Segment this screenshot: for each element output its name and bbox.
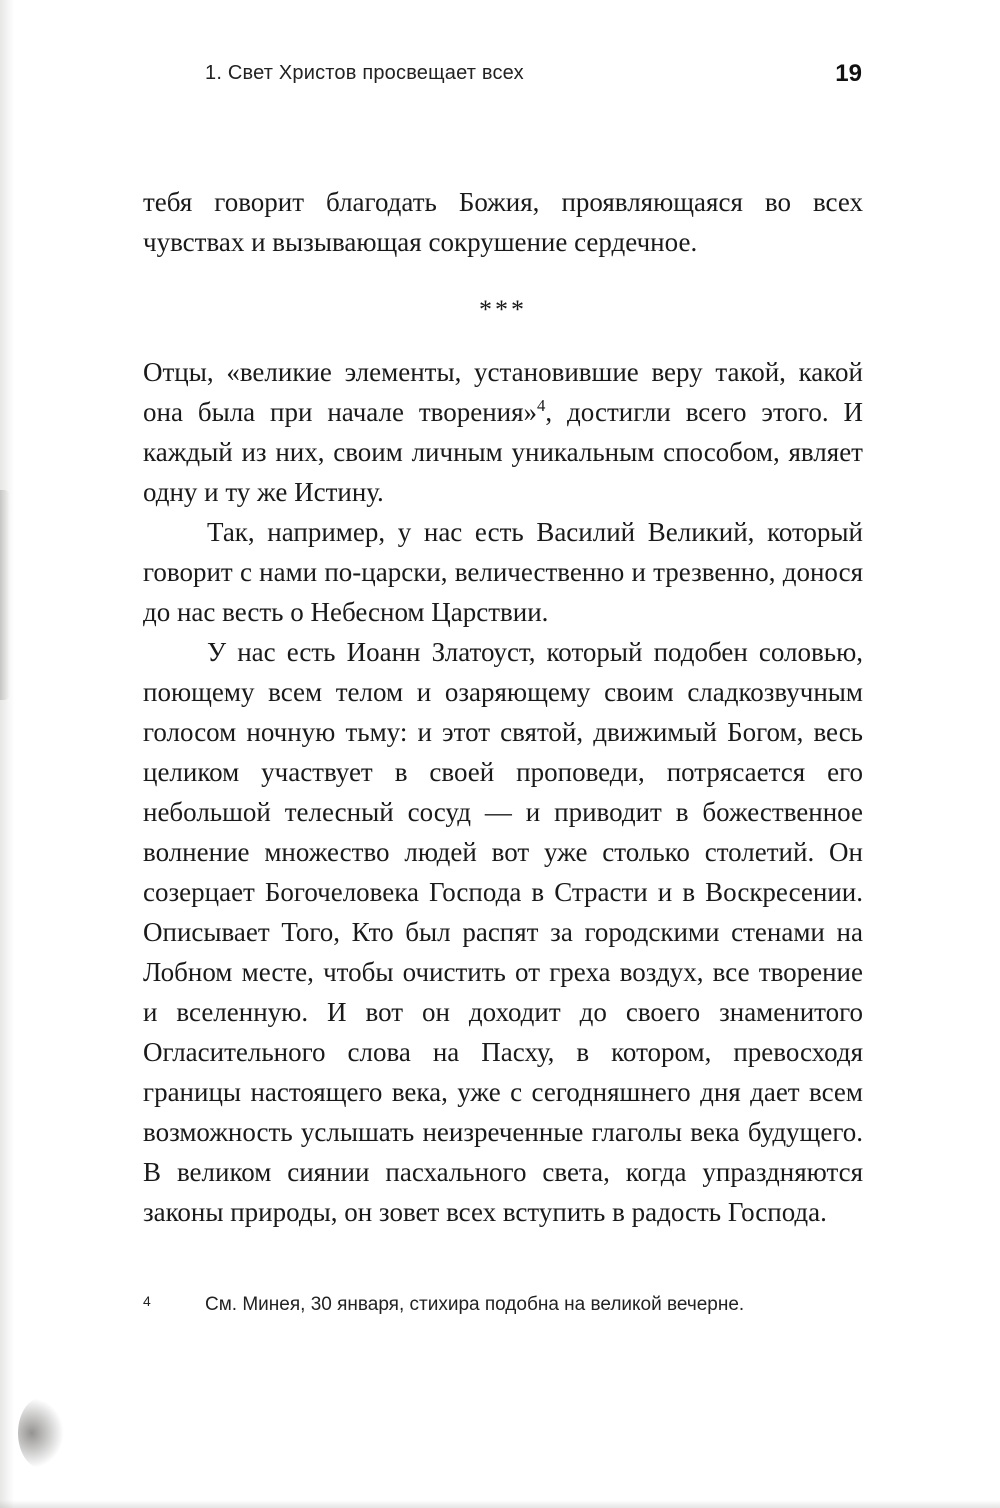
footnote-marker: 4 <box>143 1293 151 1309</box>
footnote <box>143 1292 863 1318</box>
paragraph-fathers-text-1: Отцы, «великие элементы, установившие веру такой, какой она была при начале творения» <box>143 357 863 427</box>
paragraph-fathers-text-2: , достигли всего этого. И каждый из них, своим личным уникальным способом, являет одну и ту же Истину. <box>143 397 863 507</box>
paragraph-basil: Так, например, у нас есть Василий Великий, который говорит с нами по-царски, величественно и трезвенно, донося до нас весть о Небесном Царствии. <box>143 517 863 627</box>
paragraph-continuation: тебя говорит благодать Божия, проявляющаяся во всех чувствах и вызывающая сокрушение сердечное. <box>143 187 863 257</box>
scan-artifact-bottom-smudge <box>18 1398 64 1468</box>
running-header <box>143 60 862 90</box>
page-number: 19 <box>835 60 862 87</box>
footnote-text: См. Минея, 30 января, стихира подобна на великой вечерне. <box>205 1294 745 1315</box>
scan-artifact-bottom-edge <box>0 1500 1000 1508</box>
scan-artifact-left-edge <box>0 0 14 1508</box>
running-header-title: 1. Свет Христов просвещает всех <box>205 62 524 84</box>
paragraph-chrysostom: У нас есть Иоанн Златоуст, который подобен соловью, поющему всем телом и озаряющему своим сладкозвучным голосом ночную тьму: и этот святой, движимый Богом, весь целиком участвует в своей проповеди, потрясается его небольшой телесный сосуд — и приводит в божественное волнение множество людей вот уже столько столетий. Он созерцает Богочеловека Господа в Страсти и в Воскресении. Описывает Того, Кто был распят за городскими стенами на Лобном месте, чтобы очистить от греха воздух, все творение и вселенную. И вот он доходит до своего знаменитого Огласительного слова на Пасху, в котором, превосходя границы настоящего века, уже с сегодняшнего дня дает всем возможность услышать неизреченные глаголы века будущего. В великом сиянии пасхального света, когда упраздняются законы природы, он зовет всех вступить в радость Господа. <box>143 637 863 1227</box>
section-separator: *** <box>479 295 527 324</box>
scan-artifact-left-mark <box>0 490 10 700</box>
paragraph-fathers <box>143 352 863 512</box>
body-text-block <box>143 182 863 1232</box>
footnote-reference: 4 <box>537 396 546 415</box>
